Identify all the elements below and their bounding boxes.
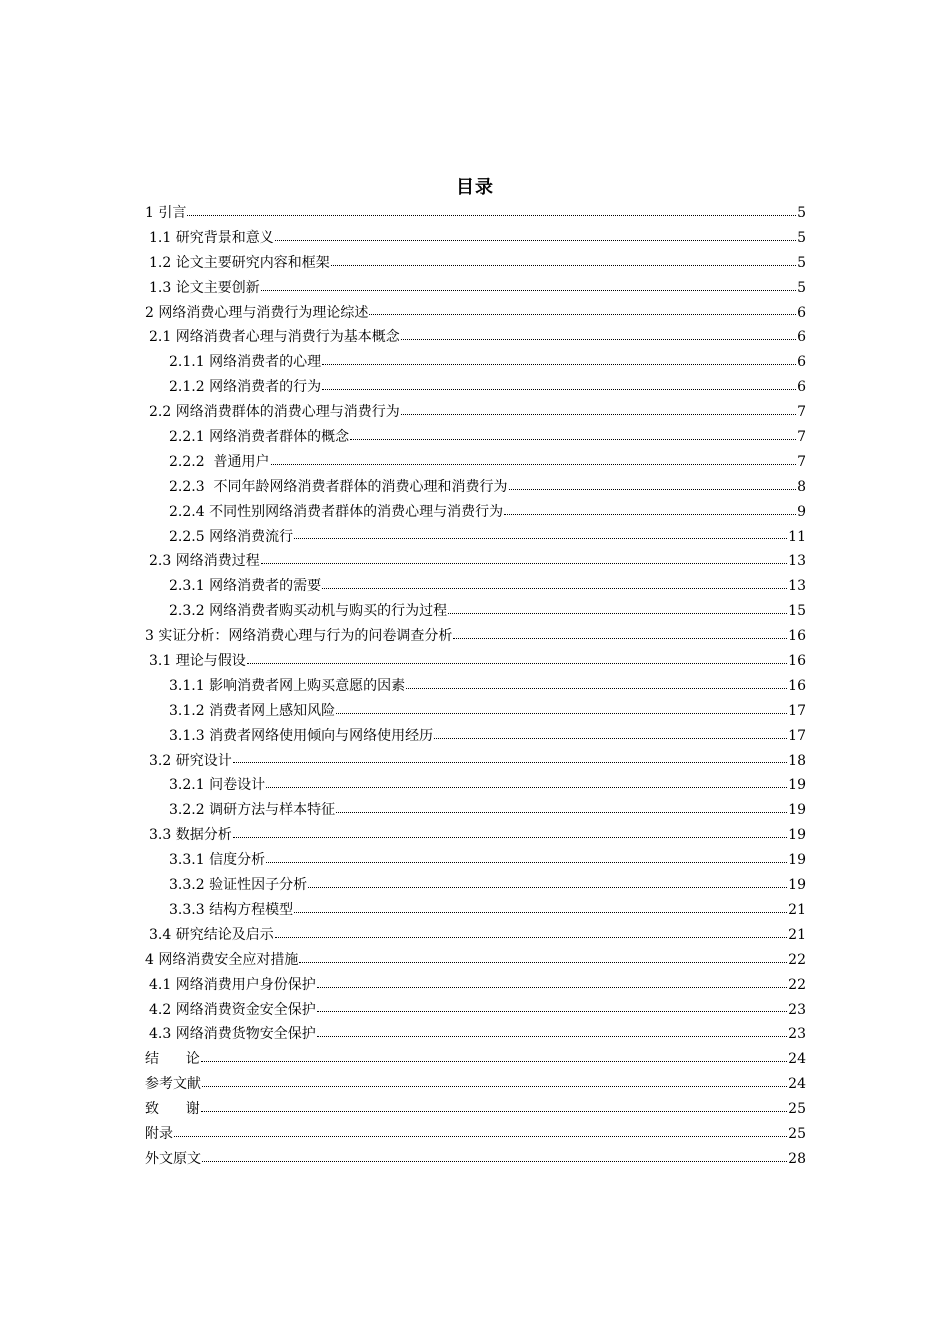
toc-entry-page-number: 19 bbox=[788, 852, 806, 869]
toc-entry[interactable] bbox=[145, 599, 806, 624]
toc-dot-leader bbox=[261, 562, 787, 564]
toc-entry[interactable] bbox=[145, 773, 806, 798]
toc-dot-leader bbox=[201, 1110, 787, 1112]
toc-entry-page-number: 5 bbox=[797, 254, 806, 271]
toc-entry-page-number: 7 bbox=[797, 404, 806, 421]
toc-entry-title: 2 网络消费心理与消费行为理论综述 bbox=[145, 304, 369, 321]
toc-entry-title: 2.2.3 不同年龄网络消费者群体的消费心理和消费行为 bbox=[169, 478, 508, 495]
toc-entry-title: 1.1 研究背景和意义 bbox=[149, 229, 274, 246]
toc-dot-leader bbox=[317, 986, 787, 988]
toc-entry-title: 2.3 网络消费过程 bbox=[149, 553, 260, 570]
toc-entry[interactable] bbox=[145, 749, 806, 774]
toc-entry-page-number: 6 bbox=[797, 329, 806, 346]
toc-entry-title: 2.2.4 不同性别网络消费者群体的消费心理与消费行为 bbox=[169, 503, 504, 520]
toc-entry-page-number: 5 bbox=[797, 279, 806, 296]
toc-entry-page-number: 22 bbox=[788, 976, 806, 993]
toc-dot-leader bbox=[299, 961, 787, 963]
toc-dot-leader bbox=[336, 712, 787, 714]
toc-entry-page-number: 5 bbox=[797, 229, 806, 246]
toc-dot-leader bbox=[369, 313, 796, 315]
toc-dot-leader bbox=[406, 687, 787, 689]
toc-entry-page-number: 24 bbox=[788, 1076, 806, 1093]
toc-entry[interactable] bbox=[145, 226, 806, 251]
toc-entry[interactable] bbox=[145, 998, 806, 1023]
toc-entry-title: 3.3.1 信度分析 bbox=[169, 852, 266, 869]
toc-dot-leader bbox=[401, 338, 796, 340]
toc-entry-title: 3.3.3 结构方程模型 bbox=[169, 901, 294, 918]
toc-entry[interactable] bbox=[145, 251, 806, 276]
toc-entry[interactable] bbox=[145, 798, 806, 823]
toc-entry-title: 3.3 数据分析 bbox=[149, 827, 232, 844]
toc-entry-page-number: 24 bbox=[788, 1051, 806, 1068]
toc-entry-page-number: 25 bbox=[788, 1101, 806, 1118]
toc-dot-leader bbox=[317, 1035, 787, 1037]
toc-entry-page-number: 15 bbox=[788, 603, 806, 620]
toc-dot-leader bbox=[453, 637, 787, 639]
toc-dot-leader bbox=[247, 662, 787, 664]
toc-dot-leader bbox=[317, 1010, 787, 1012]
toc-entry-title: 3.3.2 验证性因子分析 bbox=[169, 877, 308, 894]
toc-entry-page-number: 13 bbox=[788, 578, 806, 595]
toc-entry-title: 2.1.1 网络消费者的心理 bbox=[169, 354, 322, 371]
toc-entry-title: 3 实证分析：网络消费心理与行为的问卷调查分析 bbox=[145, 628, 453, 645]
toc-entry-page-number: 21 bbox=[788, 901, 806, 918]
toc-entry[interactable] bbox=[145, 624, 806, 649]
toc-entry-title: 3.1 理论与假设 bbox=[149, 653, 246, 670]
toc-entry-page-number: 28 bbox=[788, 1150, 806, 1167]
toc-entry-page-number: 16 bbox=[788, 653, 806, 670]
toc-dot-leader bbox=[294, 537, 787, 539]
toc-entry-title: 3.1.3 消费者网络使用倾向与网络使用经历 bbox=[169, 727, 434, 744]
toc-dot-leader bbox=[202, 1160, 787, 1162]
toc-entry[interactable] bbox=[145, 649, 806, 674]
toc-entry-title: 2.2.2 普通用户 bbox=[169, 453, 270, 470]
toc-entry[interactable] bbox=[145, 201, 806, 226]
toc-entry[interactable] bbox=[145, 400, 806, 425]
toc-entry-title: 4.1 网络消费用户身份保护 bbox=[149, 976, 316, 993]
toc-entry[interactable] bbox=[145, 1047, 806, 1072]
toc-dot-leader bbox=[294, 911, 787, 913]
toc-entry-title: 3.1.2 消费者网上感知风险 bbox=[169, 702, 336, 719]
toc-entry-page-number: 6 bbox=[797, 304, 806, 321]
toc-entry-title: 1.3 论文主要创新 bbox=[149, 279, 260, 296]
table-of-contents bbox=[145, 201, 806, 1172]
toc-entry[interactable] bbox=[145, 301, 806, 326]
toc-entry-title: 1.2 论文主要研究内容和框架 bbox=[149, 254, 330, 271]
toc-dot-leader bbox=[266, 786, 787, 788]
toc-entry-page-number: 13 bbox=[788, 553, 806, 570]
toc-entry-page-number: 17 bbox=[788, 702, 806, 719]
toc-entry[interactable] bbox=[145, 873, 806, 898]
toc-entry[interactable] bbox=[145, 823, 806, 848]
toc-dot-leader bbox=[336, 811, 787, 813]
toc-dot-leader bbox=[322, 363, 796, 365]
toc-entry[interactable] bbox=[145, 923, 806, 948]
toc-entry-page-number: 19 bbox=[788, 802, 806, 819]
toc-entry-page-number: 25 bbox=[788, 1125, 806, 1142]
toc-dot-leader bbox=[266, 861, 787, 863]
toc-dot-leader bbox=[504, 513, 796, 515]
toc-dot-leader bbox=[261, 289, 796, 291]
toc-entry-page-number: 5 bbox=[797, 205, 806, 221]
toc-entry[interactable] bbox=[145, 500, 806, 525]
toc-entry-title: 3.1.1 影响消费者网上购买意愿的因素 bbox=[169, 677, 406, 694]
toc-entry-page-number: 7 bbox=[797, 429, 806, 446]
toc-entry[interactable] bbox=[145, 699, 806, 724]
toc-entry[interactable] bbox=[145, 724, 806, 749]
toc-dot-leader bbox=[448, 612, 787, 614]
toc-dot-leader bbox=[331, 264, 796, 266]
page-title: 目录 bbox=[456, 177, 494, 198]
toc-entry[interactable] bbox=[145, 1072, 806, 1097]
toc-entry-page-number: 23 bbox=[788, 1001, 806, 1018]
toc-entry-title: 3.4 研究结论及启示 bbox=[149, 926, 274, 943]
toc-entry-page-number: 8 bbox=[797, 478, 806, 495]
toc-entry-title: 2.3.2 网络消费者购买动机与购买的行为过程 bbox=[169, 603, 448, 620]
toc-dot-leader bbox=[275, 239, 796, 241]
toc-entry[interactable] bbox=[145, 475, 806, 500]
toc-entry[interactable] bbox=[145, 549, 806, 574]
toc-entry[interactable] bbox=[145, 450, 806, 475]
toc-dot-leader bbox=[322, 388, 796, 390]
toc-entry-page-number: 19 bbox=[788, 877, 806, 894]
toc-entry-page-number: 9 bbox=[797, 503, 806, 520]
toc-entry[interactable] bbox=[145, 425, 806, 450]
toc-entry[interactable] bbox=[145, 973, 806, 998]
toc-dot-leader bbox=[174, 1135, 787, 1137]
toc-dot-leader bbox=[322, 587, 787, 589]
toc-entry[interactable] bbox=[145, 375, 806, 400]
toc-entry-page-number: 16 bbox=[788, 628, 806, 645]
toc-entry-title: 3.2.1 问卷设计 bbox=[169, 777, 266, 794]
toc-entry-title: 4.2 网络消费资金安全保护 bbox=[149, 1001, 316, 1018]
toc-entry-page-number: 11 bbox=[788, 528, 806, 545]
toc-dot-leader bbox=[509, 488, 797, 490]
toc-entry-title: 1 引言 bbox=[145, 205, 187, 221]
toc-entry-title: 2.2 网络消费群体的消费心理与消费行为 bbox=[149, 404, 400, 421]
toc-entry-title: 3.2.2 调研方法与样本特征 bbox=[169, 802, 336, 819]
toc-entry-title: 3.2 研究设计 bbox=[149, 752, 232, 769]
toc-entry-title: 致 谢 bbox=[145, 1101, 200, 1118]
toc-entry-title: 结 论 bbox=[145, 1051, 200, 1068]
toc-dot-leader bbox=[233, 836, 787, 838]
toc-entry-title: 2.2.1 网络消费者群体的概念 bbox=[169, 429, 350, 446]
toc-entry[interactable] bbox=[145, 898, 806, 923]
toc-entry-title: 4 网络消费安全应对措施 bbox=[145, 951, 299, 968]
toc-entry[interactable] bbox=[145, 674, 806, 699]
toc-entry-page-number: 6 bbox=[797, 354, 806, 371]
toc-entry-title: 附录 bbox=[145, 1125, 173, 1142]
toc-entry[interactable] bbox=[145, 350, 806, 375]
toc-entry-page-number: 18 bbox=[788, 752, 806, 769]
toc-dot-leader bbox=[401, 413, 796, 415]
toc-entry-title: 4.3 网络消费货物安全保护 bbox=[149, 1026, 316, 1043]
toc-entry-title: 2.1.2 网络消费者的行为 bbox=[169, 379, 322, 396]
toc-entry-title: 2.3.1 网络消费者的需要 bbox=[169, 578, 322, 595]
toc-entry-title: 外文原文 bbox=[145, 1150, 201, 1167]
toc-entry-page-number: 19 bbox=[788, 827, 806, 844]
toc-entry[interactable] bbox=[145, 325, 806, 350]
toc-entry-page-number: 19 bbox=[788, 777, 806, 794]
toc-dot-leader bbox=[350, 438, 796, 440]
toc-dot-leader bbox=[308, 886, 787, 888]
toc-entry[interactable] bbox=[145, 525, 806, 550]
toc-dot-leader bbox=[201, 1060, 787, 1062]
toc-entry-title: 2.2.5 网络消费流行 bbox=[169, 528, 294, 545]
toc-entry[interactable] bbox=[145, 1122, 806, 1147]
toc-entry[interactable] bbox=[145, 1022, 806, 1047]
toc-entry[interactable] bbox=[145, 574, 806, 599]
toc-entry[interactable] bbox=[145, 1097, 806, 1122]
toc-entry-page-number: 22 bbox=[788, 951, 806, 968]
toc-entry-page-number: 16 bbox=[788, 677, 806, 694]
toc-entry-page-number: 6 bbox=[797, 379, 806, 396]
toc-dot-leader bbox=[187, 214, 796, 216]
toc-entry-title: 参考文献 bbox=[145, 1076, 201, 1093]
toc-entry-page-number: 17 bbox=[788, 727, 806, 744]
toc-entry[interactable] bbox=[145, 848, 806, 873]
toc-entry-title: 2.1 网络消费者心理与消费行为基本概念 bbox=[149, 329, 400, 346]
toc-entry-page-number: 21 bbox=[788, 926, 806, 943]
toc-entry[interactable] bbox=[145, 276, 806, 301]
toc-entry-page-number: 7 bbox=[797, 453, 806, 470]
toc-dot-leader bbox=[202, 1085, 787, 1087]
toc-entry-page-number: 23 bbox=[788, 1026, 806, 1043]
toc-dot-leader bbox=[275, 936, 787, 938]
toc-dot-leader bbox=[271, 463, 797, 465]
toc-entry[interactable] bbox=[145, 1147, 806, 1172]
toc-dot-leader bbox=[434, 737, 787, 739]
toc-entry[interactable] bbox=[145, 948, 806, 973]
toc-dot-leader bbox=[233, 761, 787, 763]
